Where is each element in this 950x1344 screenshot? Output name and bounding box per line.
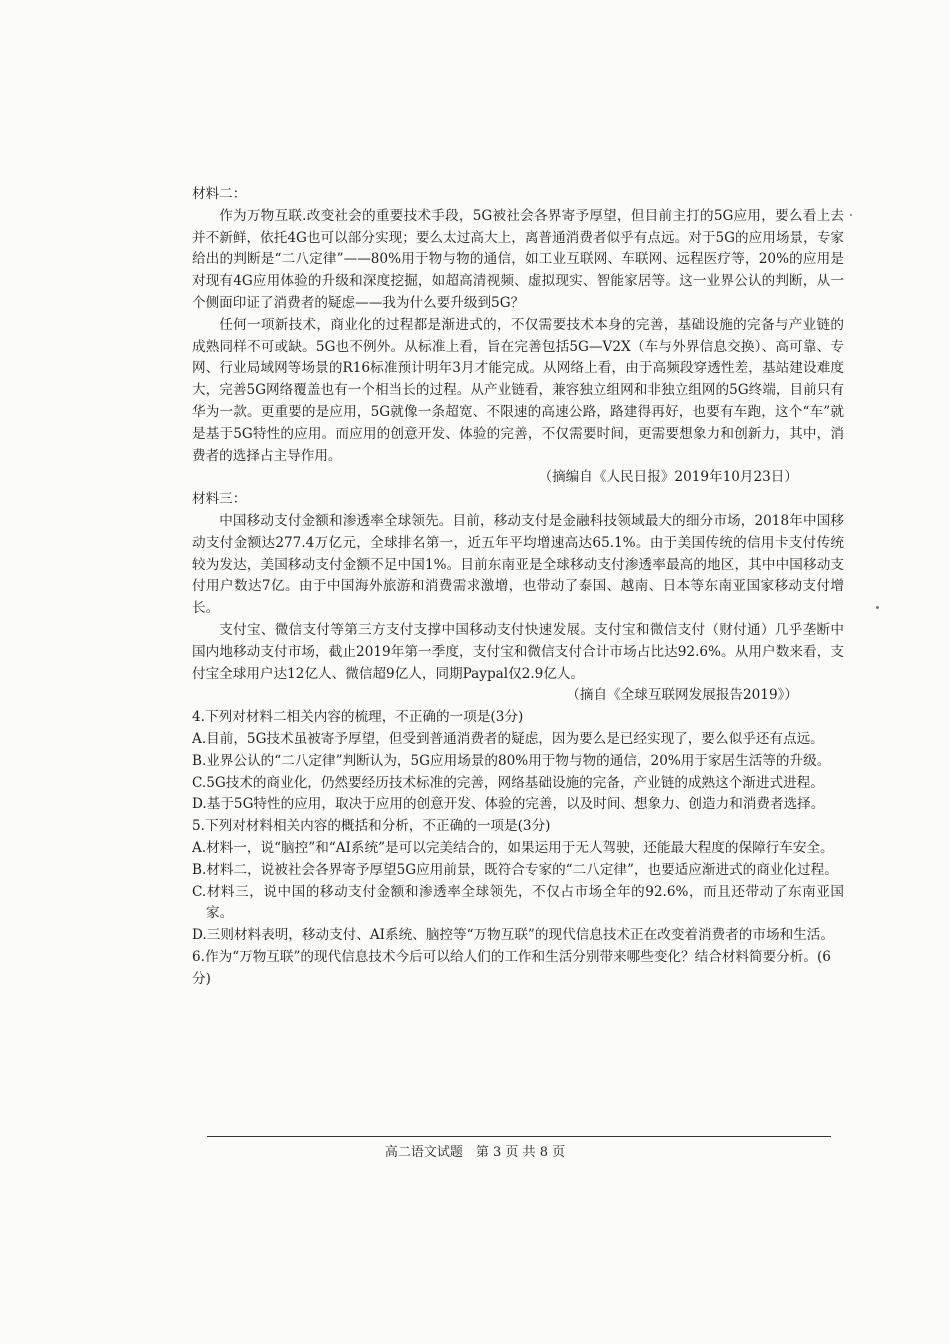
scan-speck bbox=[850, 214, 852, 216]
question-5-stem: 5.下列对材料相关内容的概括和分析，不正确的一项是(3分) bbox=[192, 818, 551, 835]
material-2-paragraph-2: 任何一项新技术，商业化的过程都是渐进式的，不仅需要技术本身的完善，基础设施的完备与产业链的成熟同样不可或缺。5G也不例外。从标准上看，旨在完善包括5G—V2X（车与外界信息交换）、高可靠、专网、行业局域网等场景的R16标准预计明年3月才能完成。从网络上看，由于高频段穿透性差，基站建设难度大，完善5G网络覆盖也有一个相当长的过程。从产业链看，兼容独立组网和非独立组网的5G终端，目前只有华为一款。更重要的是应用，5G就像一条超宽、不限速的高速公路，路建得再好，也要有车跑，这个“车”就是基于5G特性的应用。而应用的创意开发、体验的完善，不仅需要时间，更需要想象力和创新力，其中，消费者的选择占主导作用。 bbox=[192, 316, 844, 464]
material-2-label: 材料二： bbox=[192, 186, 247, 202]
question-5-option-b: B.材料二，说被社会各界寄予厚望5G应用前景，既符合专家的“二八定律”，也要适应渐进式的商业化过程。 bbox=[192, 861, 838, 878]
question-4-option-c: C.5G技术的商业化，仍然要经历技术标准的完善，网络基础设施的完备，产业链的成熟这个渐进式进程。 bbox=[192, 774, 824, 791]
page-footer: 高二语文试题 第 3 页 共 8 页 bbox=[384, 1145, 566, 1160]
question-5-option-a: A.材料一，说“脑控”和“AI系统”是可以完美结合的，如果运用于无人驾驶，还能最大程度的保障行车安全。 bbox=[192, 839, 834, 856]
question-6-stem: 6.作为“万物互联”的现代信息技术今后可以给人们的工作和生活分别带来哪些变化？结合材料简要分析。(6分) bbox=[192, 948, 831, 987]
question-4-option-a: A.目前，5G技术虽被寄予厚望，但受到普通消费者的疑虑，因为要么是已经实现了，要么似乎还有点远。 bbox=[192, 730, 824, 747]
material-2-paragraph-1: 作为万物互联.改变社会的重要技术手段，5G被社会各界寄予厚望，但目前主打的5G应用，要么看上去并不新鲜，依托4G也可以部分实现；要么太过高大上，离普通消费者似乎有点远。对于5G的应用场景，专家给出的判断是“二八定律”——80%用于物与物的通信，如工业互联网、车联网、远程医疗等，20%的应用是对现有4G应用体验的升级和深度挖掘，如超高清视频、虚拟现实、智能家居等。这一业界公认的判断，从一个侧面印证了消费者的疑虑——我为什么要升级到5G？ bbox=[192, 207, 844, 311]
material-3-paragraph-1: 中国移动支付金额和渗透率全球领先。目前，移动支付是金融科技领域最大的细分市场，2018年中国移动支付金额达277.4万亿元，全球排名第一，近五年平均增速高达65.1%。由于美国传统的信用卡支付传统较为发达，美国移动支付金额不足中国1%。目前东南亚是全球移动支付渗透率最高的地区，其中中国移动支付用户数达7亿。由于中国海外旅游和消费需求激增，也带动了泰国、越南、日本等东南亚国家移动支付增长。 bbox=[192, 512, 844, 617]
scan-speck bbox=[876, 606, 879, 609]
footer-divider bbox=[207, 1136, 831, 1137]
question-4-option-b: B.业界公认的“二八定律”判断认为，5G应用场景的80%用于物与物的通信，20%用于家居生活等的升级。 bbox=[192, 752, 831, 769]
question-5-option-c: C.材料三，说中国的移动支付金额和渗透率全球领先，不仅占市场全年的92.6%，而且还带动了东南亚国家。 bbox=[192, 883, 844, 922]
material-3-source: （摘自《全球互联网发展报告2019》） bbox=[566, 687, 798, 704]
material-2-source: （摘编自《人民日报》2019年10月23日） bbox=[538, 469, 798, 486]
question-4-stem: 4.下列对材料二相关内容的梳理，不正确的一项是(3分) bbox=[192, 709, 524, 726]
exam-page bbox=[192, 184, 844, 990]
material-3-paragraph-2: 支付宝、微信支付等第三方支付支撑中国移动支付快速发展。支付宝和微信支付（财付通）几乎垄断中国内地移动支付市场，截止2019年第一季度，支付宝和微信支付合计市场占比达92.6%。从用户数来看，支付宝全球用户达12亿人、微信超9亿人，同期Paypal仅2.9亿人。 bbox=[192, 621, 844, 682]
material-3-label: 材料三： bbox=[192, 491, 247, 508]
question-4-option-d: D.基于5G特性的应用，取决于应用的创意开发、体验的完善，以及时间、想象力、创造力和消费者选择。 bbox=[192, 796, 825, 813]
question-5-option-d: D.三则材料表明，移动支付、AI系统、脑控等“万物互联”的现代信息技术正在改变着消费者的市场和生活。 bbox=[192, 927, 834, 944]
